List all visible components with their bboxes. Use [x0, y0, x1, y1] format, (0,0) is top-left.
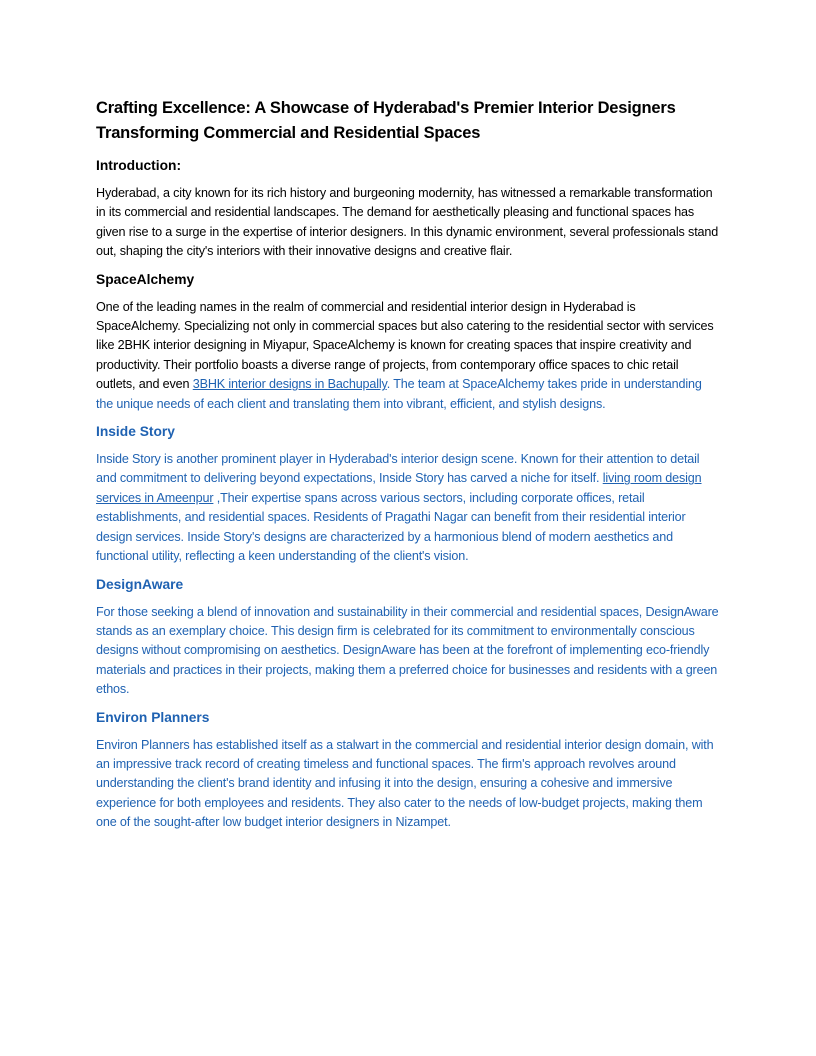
designaware-heading: DesignAware	[96, 576, 184, 592]
ameenpur-link[interactable]: living room design services in Ameenpur	[96, 471, 702, 505]
spacealchemy-heading: SpaceAlchemy	[96, 271, 195, 287]
insidestory-paragraph	[96, 450, 720, 566]
environ-heading: Environ Planners	[96, 709, 210, 725]
environ-paragraph: Environ Planners has established itself as a stalwart in the commercial and residential interior design domain, with an impressive track record of creating timeless and functional spaces. The firm's approach revolves around understanding the client's brand identity and infusing it into the design, ensuring a cohesive and immersive experience for both employees and residents. They also cater to the needs of low-budget projects, making them one of the sought-after low budget interior designers in Nizampet.	[96, 737, 714, 830]
document-page	[96, 96, 720, 841]
spacealchemy-paragraph	[96, 298, 720, 414]
insidestory-text-after: ,Their expertise spans across various sectors, including corporate offices, retail establishments, and residential spaces. Residents of Pragathi Nagar can benefit from their residential interior design services. Inside Story's designs are characterized by a harmonious blend of modern aesthetics and functional utility, reflecting a keen understanding of the client's vision.	[96, 490, 686, 564]
insidestory-heading: Inside Story	[96, 424, 175, 440]
bachupally-link[interactable]: 3BHK interior designs in Bachupally	[192, 377, 387, 392]
insidestory-text-before: Inside Story is another prominent player in Hyderabad's interior design scene. Known for their attention to detail and commitment to delivering beyond expectations, Inside Story has carved a niche for itself.	[96, 452, 700, 486]
designaware-paragraph: For those seeking a blend of innovation and sustainability in their commercial and residential spaces, DesignAware stands as an exemplary choice. This design firm is celebrated for its commitment to environmentally conscious designs without compromising on aesthetics. DesignAware has been at the forefront of implementing eco-friendly materials and practices in their projects, making them a preferred choice for businesses and residents with a green ethos.	[96, 604, 719, 697]
intro-heading: Introduction:	[96, 158, 182, 173]
document-title: Crafting Excellence: A Showcase of Hyderabad's Premier Interior Designers Transforming Commercial and Residential Spaces	[96, 99, 676, 142]
intro-paragraph: Hyderabad, a city known for its rich history and burgeoning modernity, has witnessed a remarkable transformation in its commercial and residential landscapes. The demand for aesthetically pleasing and functional spaces has given rise to a surge in the expertise of interior designers. In this dynamic environment, several professionals stand out, shaping the city's interiors with their innovative designs and creative flair.	[96, 186, 719, 259]
spacealchemy-text: One of the leading names in the realm of commercial and residential interior design in Hyderabad is SpaceAlchemy. Specializing not only in commercial spaces but also catering to the residential sector with services like 2BHK interior designing in Miyapur, SpaceAlchemy is known for creating spaces that inspire creativity and productivity. Their portfolio boasts a diverse range of projects, from contemporary office spaces to chic retail outlets, and even	[96, 299, 714, 392]
spacealchemy-text-blue: . The team at SpaceAlchemy takes pride in understanding the unique needs of each client and translating them into vibrant, efficient, and stylish designs.	[96, 377, 702, 411]
